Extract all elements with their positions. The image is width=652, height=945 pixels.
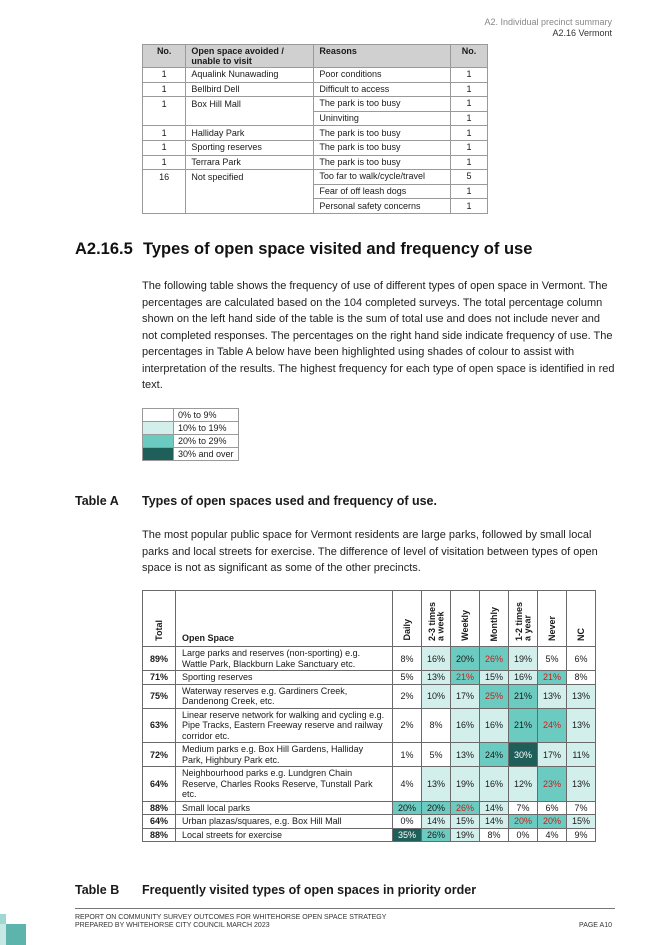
frequency-cell: 12% bbox=[509, 767, 538, 802]
footer-report-title: REPORT ON COMMUNITY SURVEY OUTCOMES FOR WHITEHORSE OPEN SPACE STRATEGY bbox=[75, 914, 387, 921]
row-total: 75% bbox=[143, 684, 176, 708]
frequency-cell: 7% bbox=[567, 801, 596, 815]
legend-item bbox=[143, 422, 239, 435]
frequency-cell: 13% bbox=[422, 767, 451, 802]
frequency-cell: 8% bbox=[567, 671, 596, 685]
footer-divider bbox=[75, 908, 615, 909]
legend-item bbox=[143, 409, 239, 422]
section-title: Types of open space visited and frequency of use bbox=[143, 240, 533, 258]
frequency-cell: 10% bbox=[422, 684, 451, 708]
frequency-cell: 14% bbox=[480, 815, 509, 829]
frequency-cell: 20% bbox=[509, 815, 538, 829]
frequency-cell: 13% bbox=[567, 684, 596, 708]
frequency-cell: 0% bbox=[393, 815, 422, 829]
row-open-space: Small local parks bbox=[176, 801, 393, 815]
table-row bbox=[143, 815, 596, 829]
frequency-cell: 5% bbox=[538, 647, 567, 671]
col-reasons: Reasons bbox=[314, 45, 451, 68]
frequency-cell: 4% bbox=[393, 767, 422, 802]
frequency-cell: 19% bbox=[509, 647, 538, 671]
table-row bbox=[143, 801, 596, 815]
row-total: 72% bbox=[143, 743, 176, 767]
col-open-space: Open Space bbox=[176, 591, 393, 647]
table-header-row bbox=[143, 591, 596, 647]
frequency-cell: 21% bbox=[509, 684, 538, 708]
column-label: NC bbox=[575, 628, 586, 641]
avoided-spaces-table bbox=[142, 44, 488, 214]
col-nc bbox=[567, 591, 596, 647]
row-open-space: Sporting reserves bbox=[176, 671, 393, 685]
frequency-cell: 26% bbox=[422, 828, 451, 842]
frequency-cell: 2% bbox=[393, 708, 422, 743]
decorative-block bbox=[6, 924, 26, 945]
table-row bbox=[143, 684, 596, 708]
row-open-space: Medium parks e.g. Box Hill Gardens, Halliday Park, Highbury Park etc. bbox=[176, 743, 393, 767]
table-row: 1 Terrara Park The park is too busy 1 bbox=[143, 155, 488, 170]
footer-prepared-by: PREPARED BY WHITEHORSE CITY COUNCIL MARCH 2023 bbox=[75, 922, 270, 929]
legend-swatch bbox=[143, 422, 174, 435]
col-monthly bbox=[480, 591, 509, 647]
col-never bbox=[538, 591, 567, 647]
row-total: 89% bbox=[143, 647, 176, 671]
legend-item bbox=[143, 435, 239, 448]
table-row: Fear of off leash dogs 1 bbox=[143, 184, 488, 199]
legend-label: 10% to 19% bbox=[174, 422, 239, 435]
legend-label: 0% to 9% bbox=[174, 409, 239, 422]
column-label: Never bbox=[546, 615, 557, 641]
frequency-cell: 26% bbox=[480, 647, 509, 671]
column-label: 1-2 times a year bbox=[513, 601, 532, 641]
row-open-space: Waterway reserves e.g. Gardiners Creek, Dandenong Creek, etc. bbox=[176, 684, 393, 708]
frequency-cell: 21% bbox=[538, 671, 567, 685]
frequency-cell: 13% bbox=[451, 743, 480, 767]
frequency-cell: 23% bbox=[538, 767, 567, 802]
frequency-cell: 17% bbox=[451, 684, 480, 708]
frequency-cell: 8% bbox=[480, 828, 509, 842]
frequency-cell: 20% bbox=[393, 801, 422, 815]
table-row bbox=[143, 647, 596, 671]
column-label: Total bbox=[153, 620, 164, 641]
column-label: 2-3 times a week bbox=[426, 601, 445, 641]
section-paragraph: The following table shows the frequency of use of different types of open space in Vermont. The percentages are calculated based on the 104 completed surveys. The total percentage column shown on the left hand side of the table is the sum of total use and does not include never and not completed responses. The percentages on the right hand side indicate frequency of use. The percentages in Table A below have been highlighted using shades of colour to assist with interpretation of the results. The highest frequency for each type of open space is identified in red text. bbox=[142, 280, 615, 391]
frequency-cell: 14% bbox=[422, 815, 451, 829]
table-row: 1 Aqualink Nunawading Poor conditions 1 bbox=[143, 68, 488, 83]
col-weekly bbox=[451, 591, 480, 647]
frequency-cell: 16% bbox=[422, 647, 451, 671]
frequency-cell: 6% bbox=[567, 647, 596, 671]
header-section-label: A2. Individual precinct summary bbox=[484, 17, 612, 27]
frequency-cell: 7% bbox=[509, 801, 538, 815]
table-row bbox=[143, 767, 596, 802]
frequency-cell: 17% bbox=[538, 743, 567, 767]
frequency-cell: 9% bbox=[567, 828, 596, 842]
frequency-cell: 20% bbox=[422, 801, 451, 815]
frequency-cell: 24% bbox=[538, 708, 567, 743]
legend-swatch bbox=[143, 435, 174, 448]
colour-legend bbox=[142, 408, 239, 461]
legend-swatch bbox=[143, 409, 174, 422]
table-row bbox=[143, 671, 596, 685]
table-row: 1 Halliday Park The park is too busy 1 bbox=[143, 126, 488, 141]
table-b-title: Frequently visited types of open spaces in priority order bbox=[142, 883, 477, 897]
table-row: Uninviting 1 bbox=[143, 111, 488, 126]
frequency-cell: 26% bbox=[451, 801, 480, 815]
frequency-cell: 13% bbox=[567, 767, 596, 802]
frequency-cell: 0% bbox=[509, 828, 538, 842]
legend-label: 30% and over bbox=[174, 448, 239, 461]
table-a-title: Types of open spaces used and frequency of use. bbox=[142, 494, 437, 508]
frequency-cell: 13% bbox=[538, 684, 567, 708]
frequency-cell: 16% bbox=[451, 708, 480, 743]
col-count: No. bbox=[450, 45, 487, 68]
frequency-cell: 21% bbox=[509, 708, 538, 743]
col-no: No. bbox=[143, 45, 186, 68]
row-total: 71% bbox=[143, 671, 176, 685]
frequency-cell: 2% bbox=[393, 684, 422, 708]
frequency-cell: 16% bbox=[509, 671, 538, 685]
frequency-cell: 30% bbox=[509, 743, 538, 767]
frequency-cell: 16% bbox=[480, 708, 509, 743]
frequency-cell: 25% bbox=[480, 684, 509, 708]
frequency-cell: 14% bbox=[480, 801, 509, 815]
col-total bbox=[143, 591, 176, 647]
frequency-cell: 35% bbox=[393, 828, 422, 842]
col-space: Open space avoided / unable to visit bbox=[186, 45, 314, 68]
header-precinct-label: A2.16 Vermont bbox=[552, 28, 612, 38]
frequency-cell: 8% bbox=[393, 647, 422, 671]
section-number: A2.16.5 bbox=[75, 240, 133, 258]
table-row: 1 Bellbird Dell Difficult to access 1 bbox=[143, 82, 488, 97]
table-row: 16 Not specified Too far to walk/cycle/travel 5 bbox=[143, 170, 488, 185]
frequency-cell: 19% bbox=[451, 828, 480, 842]
table-b-label: Table B bbox=[75, 883, 120, 897]
table-row bbox=[143, 828, 596, 842]
frequency-cell: 4% bbox=[538, 828, 567, 842]
row-open-space: Linear reserve network for walking and cycling e.g. Pipe Tracks, Eastern Freeway reserve and railway corridor etc. bbox=[176, 708, 393, 743]
legend-item bbox=[143, 448, 239, 461]
table-row: Personal safety concerns 1 bbox=[143, 199, 488, 214]
col-daily bbox=[393, 591, 422, 647]
row-total: 88% bbox=[143, 801, 176, 815]
frequency-cell: 6% bbox=[538, 801, 567, 815]
decorative-block bbox=[0, 914, 6, 924]
row-total: 64% bbox=[143, 767, 176, 802]
table-row: 1 Sporting reserves The park is too busy 1 bbox=[143, 140, 488, 155]
table-b-heading bbox=[75, 883, 476, 897]
frequency-cell: 20% bbox=[451, 647, 480, 671]
row-open-space: Urban plazas/squares, e.g. Box Hill Mall bbox=[176, 815, 393, 829]
legend-swatch bbox=[143, 448, 174, 461]
row-open-space: Neighbourhood parks e.g. Lundgren Chain Reserve, Charles Rooks Reserve, Tunstall Park etc. bbox=[176, 767, 393, 802]
frequency-cell: 8% bbox=[422, 708, 451, 743]
frequency-cell: 15% bbox=[567, 815, 596, 829]
column-label: Monthly bbox=[488, 606, 499, 641]
legend-label: 20% to 29% bbox=[174, 435, 239, 448]
column-label: Daily bbox=[401, 619, 412, 641]
frequency-table bbox=[142, 590, 596, 842]
table-row: 1 Box Hill Mall The park is too busy 1 bbox=[143, 97, 488, 112]
row-total: 63% bbox=[143, 708, 176, 743]
row-open-space: Large parks and reserves (non-sporting) e.g. Wattle Park, Blackburn Lake Sanctuary etc. bbox=[176, 647, 393, 671]
table-row bbox=[143, 708, 596, 743]
frequency-cell: 15% bbox=[480, 671, 509, 685]
section-heading bbox=[75, 240, 532, 259]
frequency-cell: 5% bbox=[422, 743, 451, 767]
frequency-cell: 1% bbox=[393, 743, 422, 767]
frequency-cell: 16% bbox=[480, 767, 509, 802]
frequency-cell: 11% bbox=[567, 743, 596, 767]
table-a-heading bbox=[75, 494, 437, 508]
row-total: 88% bbox=[143, 828, 176, 842]
table-row bbox=[143, 743, 596, 767]
frequency-cell: 19% bbox=[451, 767, 480, 802]
frequency-cell: 20% bbox=[538, 815, 567, 829]
frequency-cell: 24% bbox=[480, 743, 509, 767]
col-1-2-times-a-year bbox=[509, 591, 538, 647]
row-total: 64% bbox=[143, 815, 176, 829]
frequency-cell: 21% bbox=[451, 671, 480, 685]
frequency-cell: 13% bbox=[567, 708, 596, 743]
column-label: Weekly bbox=[459, 610, 470, 641]
row-open-space: Local streets for exercise bbox=[176, 828, 393, 842]
page-number: PAGE A10 bbox=[579, 922, 612, 929]
table-a-intro: The most popular public space for Vermont residents are large parks, followed by small local parks and local streets for exercise. The difference of level of visitation between types of open space is not as significant as some of the other precincts. bbox=[142, 529, 598, 574]
table-a-label: Table A bbox=[75, 494, 119, 508]
frequency-cell: 15% bbox=[451, 815, 480, 829]
frequency-cell: 13% bbox=[422, 671, 451, 685]
frequency-cell: 5% bbox=[393, 671, 422, 685]
col-2-3-times-a-week bbox=[422, 591, 451, 647]
